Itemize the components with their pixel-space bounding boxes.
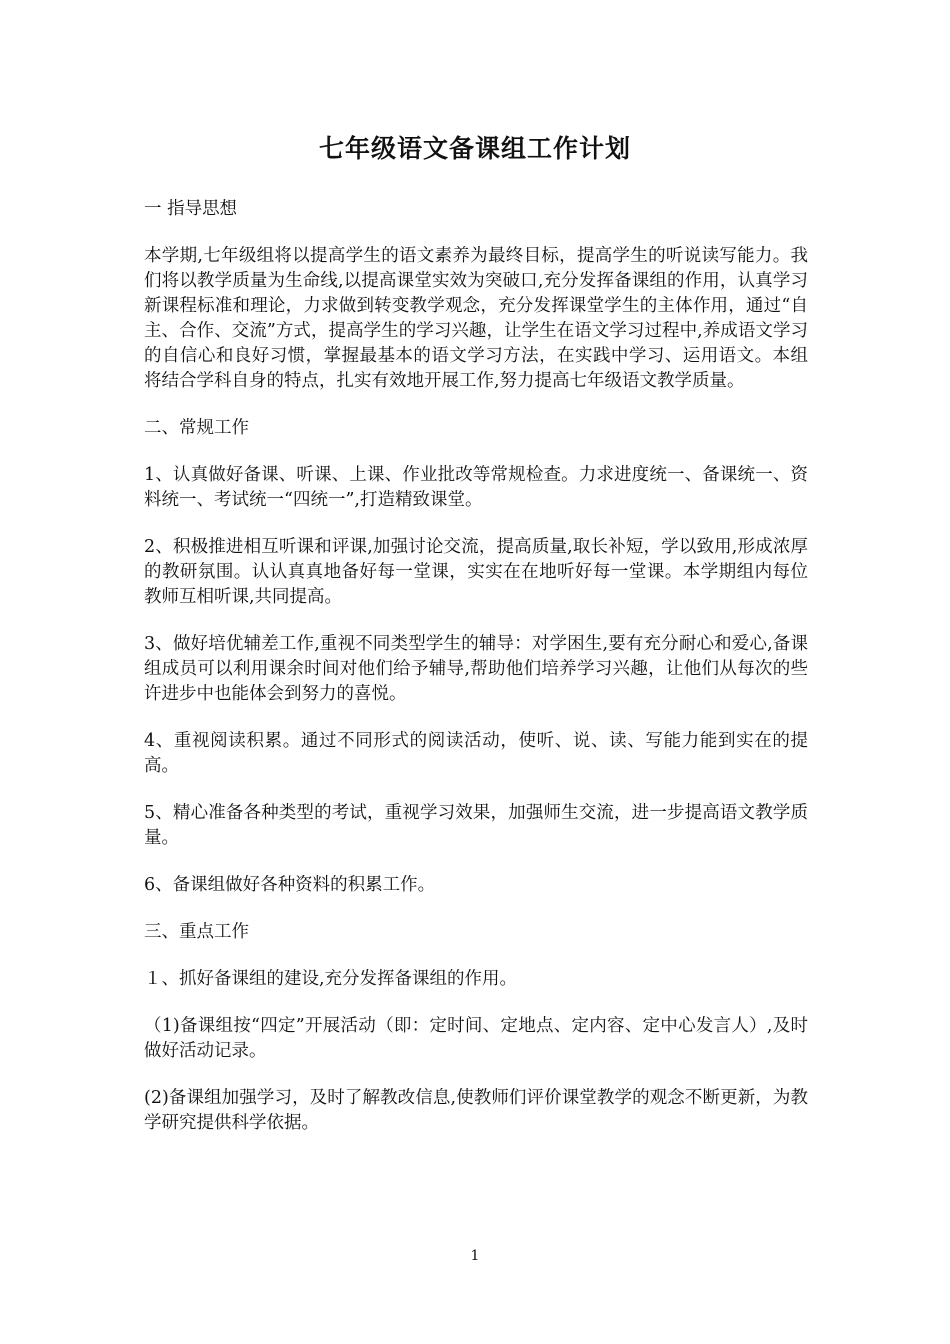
list-item-routine-1: 1、认真做好备课、听课、上课、作业批改等常规检查。力求进度统一、备课统一、资料统一、考试统一“四统一”,打造精致课堂。 <box>144 465 808 510</box>
section-heading-guiding-thought: 一 指导思想 <box>144 199 238 219</box>
document-body <box>144 197 808 1158</box>
list-item-key-1-sub-1: （1)备课组按“四定”开展活动（即：定时间、定地点、定内容、定中心发言人）,及时做好活动记录。 <box>144 1016 808 1061</box>
list-item-routine-2: 2、积极推进相互听课和评课,加强讨论交流，提高质量,取长补短，学以致用,形成浓厚的教研氛围。认认真真地备好每一堂课，实实在在地听好每一堂课。本学期组内每位教师互相听课,共同提高。 <box>144 537 808 607</box>
list-item-routine-4: 4、重视阅读积累。通过不同形式的阅读活动，使听、说、读、写能力能到实在的提高。 <box>144 731 808 776</box>
list-item-routine-5: 5、精心准备各种类型的考试，重视学习效果，加强师生交流，进一步提高语文教学质量。 <box>144 803 808 848</box>
page-number: 1 <box>470 1248 480 1264</box>
section-heading-key-work: 三、重点工作 <box>144 922 249 942</box>
section-heading-routine-work: 二、常规工作 <box>144 418 249 438</box>
list-item-routine-6: 6、备课组做好各种资料的积累工作。 <box>144 875 436 895</box>
list-item-key-1: １、抓好备课组的建设,充分发挥备课组的作用。 <box>144 969 518 989</box>
document-title: 七年级语文备课组工作计划 <box>318 134 631 163</box>
list-item-routine-3: 3、做好培优辅差工作,重视不同类型学生的辅导：对学困生,要有充分耐心和爱心,备课组成员可以利用课余时间对他们给予辅导,帮助他们培养学习兴趣，让他们从每次的些许进步中也能体会到努力的喜悦。 <box>144 634 808 704</box>
list-item-key-1-sub-2: (2)备课组加强学习，及时了解教改信息,使教师们评价课堂教学的观念不断更新，为教学研究提供科学依据。 <box>144 1088 808 1133</box>
paragraph-guiding-thought: 本学期,七年级组将以提高学生的语文素养为最终目标，提高学生的听说读写能力。我们将以教学质量为生命线,以提高课堂实效为突破口,充分发挥备课组的作用，认真学习新课程标准和理论，力求做到转变教学观念，充分发挥课堂学生的主体作用，通过“自主、合作、交流”方式，提高学生的学习兴趣，让学生在语文学习过程中,养成语文学习的自信心和良好习惯，掌握最基本的语文学习方法，在实践中学习、运用语文。本组将结合学科自身的特点，扎实有效地开展工作,努力提高七年级语文教学质量。 <box>144 246 808 391</box>
